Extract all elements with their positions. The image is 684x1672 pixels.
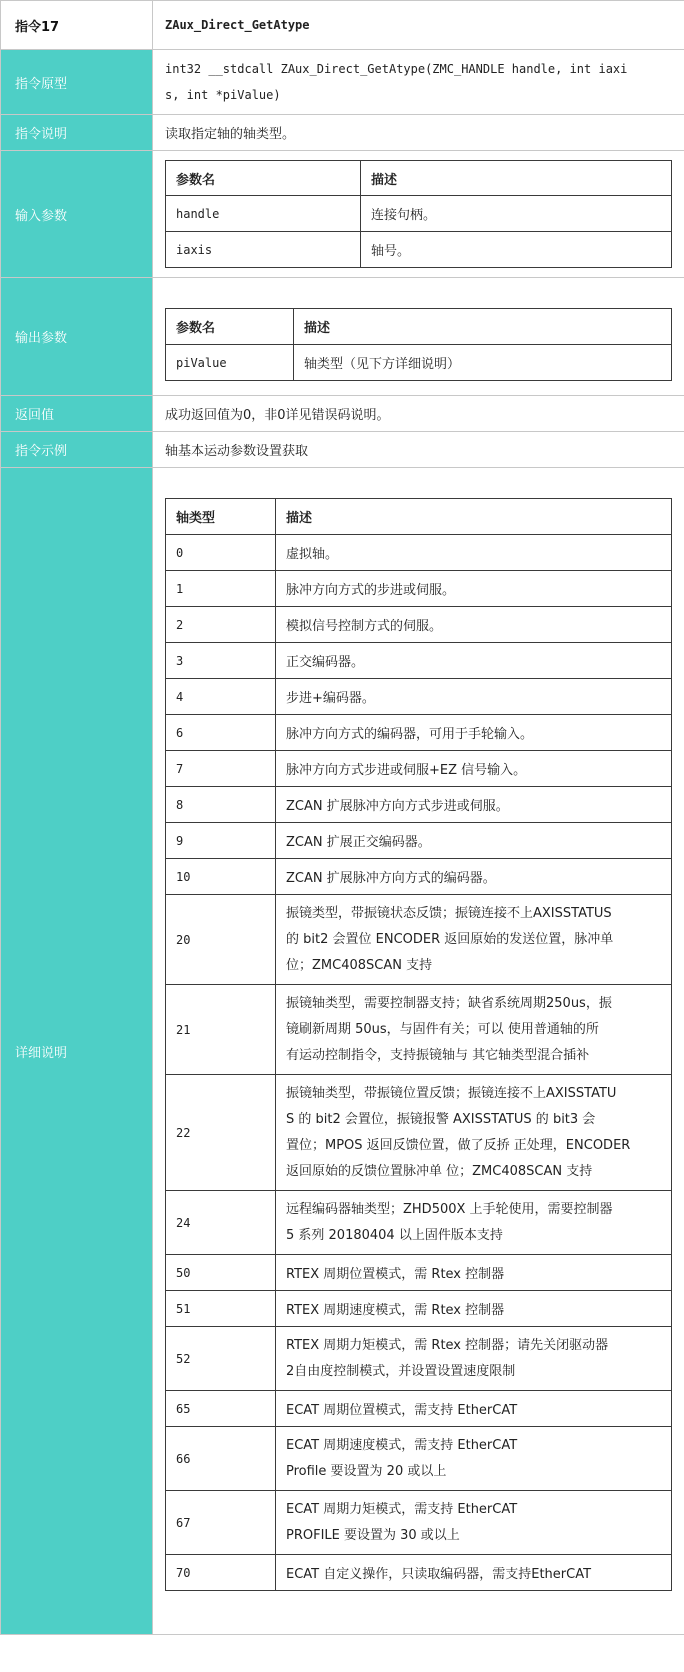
axis-type-desc-line: PROFILE 要设置为 30 或以上 — [286, 1527, 460, 1543]
prototype-line-2: s, int *piValue) — [165, 88, 281, 102]
axis-type-value: 21 — [166, 985, 276, 1075]
axis-type-value: 4 — [166, 679, 276, 715]
axis-type-desc-line: 脉冲方向方式的编码器，可用于手轮输入。 — [286, 727, 534, 742]
axis-type-desc — [276, 1191, 672, 1255]
table-row — [166, 1191, 672, 1255]
title-value: ZAux_Direct_GetAtype — [153, 1, 684, 50]
table-row — [166, 571, 672, 607]
title-row — [1, 1, 684, 50]
title-label: 指令17 — [1, 1, 153, 50]
table-row — [166, 1291, 672, 1327]
table-row — [166, 232, 672, 268]
axis-type-value: 70 — [166, 1555, 276, 1591]
axis-type-desc — [276, 607, 672, 643]
axis-type-desc — [276, 1427, 672, 1491]
axis-type-desc — [276, 679, 672, 715]
param-name: handle — [166, 196, 361, 232]
axis-type-desc — [276, 1255, 672, 1291]
axis-type-desc — [276, 985, 672, 1075]
param-name: piValue — [166, 345, 294, 381]
table-row — [166, 1075, 672, 1191]
prototype-label: 指令原型 — [1, 50, 153, 115]
axis-type-desc — [276, 1327, 672, 1391]
axis-type-desc-line: 脉冲方向方式步进或伺服+EZ 信号输入。 — [286, 763, 527, 778]
axis-type-desc-line: RTEX 周期力矩模式，需 Rtex 控制器；请先关闭驱动器 — [286, 1337, 609, 1353]
axis-type-value: 6 — [166, 715, 276, 751]
axis-type-desc-line: 正交编码器。 — [286, 655, 365, 670]
axis-type-desc-line: 远程编码器轴类型；ZHD500X 上手轮使用，需要控制器 — [286, 1201, 613, 1217]
table-row — [166, 1255, 672, 1291]
axis-type-value: 66 — [166, 1427, 276, 1491]
axis-type-desc-line: 振镜轴类型，需要控制器支持；缺省系统周期250us，振 — [286, 995, 612, 1011]
output-params-row — [1, 278, 684, 396]
axis-type-desc — [276, 751, 672, 787]
axis-type-desc-line: ECAT 自定义操作，只读取编码器，需支持EtherCAT — [286, 1567, 592, 1582]
axis-header-desc: 描述 — [276, 499, 672, 535]
axis-type-value: 3 — [166, 643, 276, 679]
prototype-row — [1, 50, 684, 115]
axis-type-value: 67 — [166, 1491, 276, 1555]
axis-type-desc-line: 2自由度控制模式，并设置设置速度限制 — [286, 1363, 516, 1379]
return-label: 返回值 — [1, 396, 153, 432]
axis-type-desc-line: ZCAN 扩展正交编码器。 — [286, 835, 431, 850]
axis-type-desc — [276, 859, 672, 895]
table-row — [166, 823, 672, 859]
example-label: 指令示例 — [1, 432, 153, 468]
axis-type-value: 52 — [166, 1327, 276, 1391]
table-row — [166, 196, 672, 232]
example-row — [1, 432, 684, 468]
axis-type-desc-line: 置位；MPOS 返回反馈位置，做了反挢 正处理，ENCODER — [286, 1137, 631, 1153]
axis-type-desc-line: 虚拟轴。 — [286, 547, 339, 562]
axis-type-desc-line: 模拟信号控制方式的伺服。 — [286, 619, 443, 634]
axis-type-desc-line: ECAT 周期力矩模式，需支持 EtherCAT — [286, 1501, 518, 1517]
table-row — [166, 1327, 672, 1391]
output-params-header — [166, 309, 672, 345]
axis-type-desc — [276, 787, 672, 823]
table-row — [166, 345, 672, 381]
table-row — [166, 679, 672, 715]
table-row — [166, 985, 672, 1075]
axis-type-value: 0 — [166, 535, 276, 571]
axis-type-desc-line: 镜刷新周期 50us，与固件有关；可以 使用普通轴的所 — [286, 1021, 599, 1037]
axis-type-desc — [276, 643, 672, 679]
prototype-value — [153, 50, 684, 115]
table-row — [166, 1427, 672, 1491]
axis-type-value: 7 — [166, 751, 276, 787]
axis-type-desc-line: ZCAN 扩展脉冲方向方式步进或伺服。 — [286, 799, 509, 814]
table-row — [166, 607, 672, 643]
input-header-desc: 描述 — [361, 161, 672, 196]
description-label: 指令说明 — [1, 115, 153, 151]
axis-type-value: 10 — [166, 859, 276, 895]
return-value: 成功返回值为0，非0详见错误码说明。 — [153, 396, 684, 432]
axis-type-desc — [276, 1555, 672, 1591]
axis-type-desc-line: 位；ZMC408SCAN 支持 — [286, 957, 433, 973]
axis-type-value: 1 — [166, 571, 276, 607]
axis-type-desc-line: S 的 bit2 会置位，振镜报警 AXISSTATUS 的 bit3 会 — [286, 1111, 596, 1127]
axis-type-desc-line: 脉冲方向方式的步进或伺服。 — [286, 583, 456, 598]
axis-type-desc — [276, 1291, 672, 1327]
axis-type-desc-line: ECAT 周期速度模式，需支持 EtherCAT — [286, 1437, 518, 1453]
axis-type-desc — [276, 1075, 672, 1191]
param-desc: 轴号。 — [361, 232, 672, 268]
axis-type-rows — [166, 535, 672, 1591]
axis-type-value: 22 — [166, 1075, 276, 1191]
table-row — [166, 715, 672, 751]
axis-type-value: 24 — [166, 1191, 276, 1255]
axis-type-desc-line: 振镜轴类型，带振镜位置反馈；振镜连接不上AXISSTATU — [286, 1085, 617, 1101]
axis-type-desc — [276, 823, 672, 859]
axis-type-value: 20 — [166, 895, 276, 985]
param-name: iaxis — [166, 232, 361, 268]
axis-type-desc-line: ZCAN 扩展脉冲方向方式的编码器。 — [286, 871, 496, 886]
axis-type-desc-line: 5 系列 20180404 以上固件版本支持 — [286, 1227, 503, 1243]
axis-type-table — [165, 498, 672, 1591]
axis-type-desc — [276, 1491, 672, 1555]
input-params-row — [1, 151, 684, 278]
table-row — [166, 643, 672, 679]
table-row — [166, 751, 672, 787]
axis-type-value: 50 — [166, 1255, 276, 1291]
axis-type-value: 65 — [166, 1391, 276, 1427]
table-row — [166, 1555, 672, 1591]
axis-type-header — [166, 499, 672, 535]
axis-type-value: 2 — [166, 607, 276, 643]
table-row — [166, 1491, 672, 1555]
input-params-label: 输入参数 — [1, 151, 153, 278]
axis-type-value: 9 — [166, 823, 276, 859]
axis-type-desc-line: RTEX 周期位置模式，需 Rtex 控制器 — [286, 1267, 505, 1282]
example-value: 轴基本运动参数设置获取 — [153, 432, 684, 468]
axis-type-desc-line: 返回原始的反馈位置脉冲单 位；ZMC408SCAN 支持 — [286, 1163, 593, 1179]
axis-type-value: 51 — [166, 1291, 276, 1327]
prototype-line-1: int32 __stdcall ZAux_Direct_GetAtype(ZMC_HANDLE handle, int iaxi — [165, 62, 628, 76]
axis-type-desc-line: Profile 要设置为 20 或以上 — [286, 1463, 447, 1479]
detail-row — [1, 468, 684, 1635]
description-row — [1, 115, 684, 151]
param-desc: 轴类型（见下方详细说明） — [294, 345, 672, 381]
axis-header-type: 轴类型 — [166, 499, 276, 535]
description-value: 读取指定轴的轴类型。 — [153, 115, 684, 151]
input-params-table — [165, 160, 672, 268]
axis-type-desc — [276, 895, 672, 985]
table-row — [166, 1391, 672, 1427]
return-row — [1, 396, 684, 432]
axis-type-desc — [276, 715, 672, 751]
axis-type-desc — [276, 571, 672, 607]
input-header-name: 参数名 — [166, 161, 361, 196]
detail-label: 详细说明 — [1, 468, 153, 1635]
table-row — [166, 895, 672, 985]
output-params-label: 输出参数 — [1, 278, 153, 396]
axis-type-desc-line: RTEX 周期速度模式，需 Rtex 控制器 — [286, 1303, 505, 1318]
input-params-header — [166, 161, 672, 196]
axis-type-value: 8 — [166, 787, 276, 823]
output-header-desc: 描述 — [294, 309, 672, 345]
table-row — [166, 535, 672, 571]
table-row — [166, 859, 672, 895]
axis-type-desc-line: ECAT 周期位置模式，需支持 EtherCAT — [286, 1403, 518, 1418]
axis-type-desc-line: 有运动控制指令，支持振镜轴与 其它轴类型混合插补 — [286, 1047, 590, 1063]
param-desc: 连接句柄。 — [361, 196, 672, 232]
axis-type-desc — [276, 1391, 672, 1427]
axis-type-desc-line: 的 bit2 会置位 ENCODER 返回原始的发送位置，脉冲单 — [286, 931, 614, 947]
axis-type-desc — [276, 535, 672, 571]
axis-type-desc-line: 振镜类型，带振镜状态反馈；振镜连接不上AXISSTATUS — [286, 905, 612, 921]
output-params-table — [165, 308, 672, 381]
output-header-name: 参数名 — [166, 309, 294, 345]
table-row — [166, 787, 672, 823]
axis-type-desc-line: 步进+编码器。 — [286, 691, 375, 706]
